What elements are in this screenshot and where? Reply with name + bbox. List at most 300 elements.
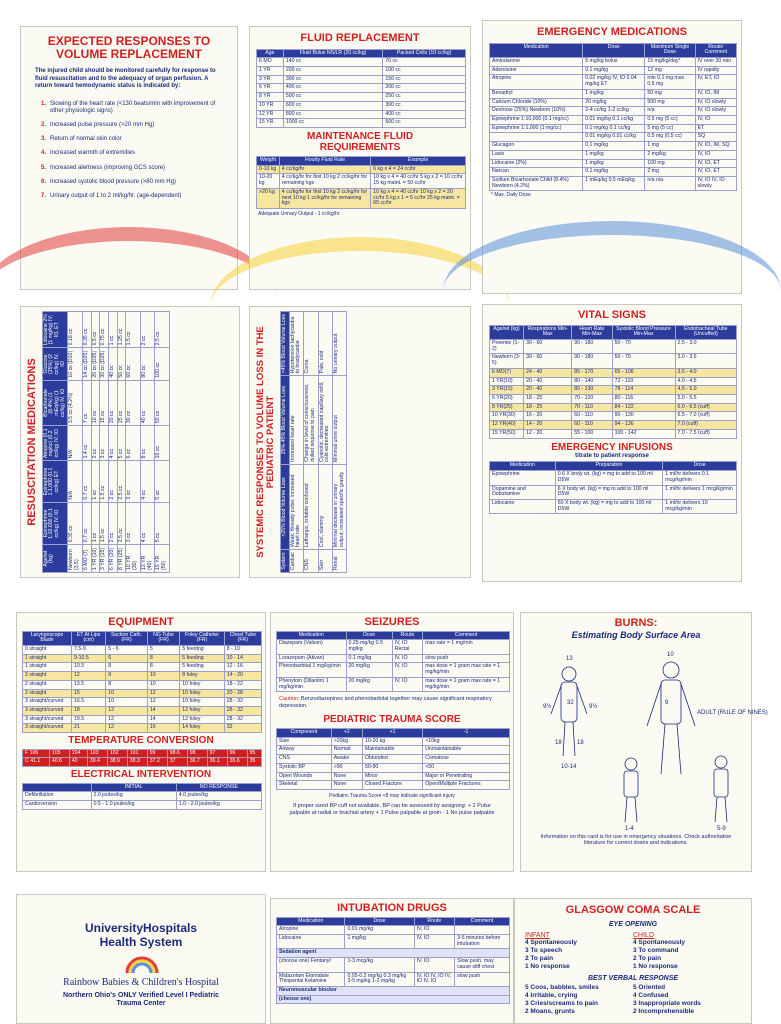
table-cell: Dextrose (25%) Newborn (10%): [490, 107, 583, 116]
gcs-columns: [515, 932, 751, 972]
table-cell: 3.0 - 3.5: [675, 354, 737, 368]
table-cell: 15 YR (50): [155, 545, 169, 573]
section-row: [277, 949, 510, 958]
table-cell: 300 cc: [283, 75, 382, 84]
table-cell: IV, IO Rectal: [392, 640, 422, 654]
column-header: Fluid Bolus NS/LR (20 cc/kg): [283, 49, 382, 58]
table-cell: 10 kg x 4 = 40 cc/hr 10 kg x 2 = 20 cc/hr 5 kg x 1 = 5 cc/hr 25 kg maint. = 65 cc/hr: [371, 188, 466, 208]
table-cell: 10 foley: [180, 680, 224, 689]
table-cell: 7.5-9: [72, 645, 106, 654]
column-header: 25%-45% Blood Volume Loss: [280, 376, 289, 464]
table-row: [277, 958, 510, 972]
table-cell: 2 straight: [23, 672, 72, 681]
systemic-title: SYSTEMIC RESPONSES TO VOLUME LOSS IN THE PEDIATRIC PATIENT: [255, 326, 276, 558]
gcs-item: 1 No response: [525, 962, 570, 970]
fluid-title: FLUID REPLACEMENT: [300, 32, 420, 44]
table-cell: Benadryl: [490, 89, 583, 98]
table-cell: Increased heart rate: [289, 376, 303, 464]
trauma-score-title: PEDIATRIC TRAUMA SCORE: [323, 714, 461, 726]
column-header: Medication: [277, 631, 347, 640]
table-cell: 10 - 14: [224, 654, 261, 663]
column-header: +2: [331, 728, 362, 737]
temperature-table: [22, 749, 262, 767]
electrical-table: [22, 783, 262, 810]
table-cell: 5 cc: [155, 461, 169, 502]
vital-signs-panel: [482, 304, 742, 582]
table-cell: 84 - 122: [612, 403, 675, 412]
intubation-panel: [270, 898, 514, 1024]
burn-label: 13: [566, 655, 573, 662]
intubation-title: INTUBATION DRUGS: [337, 902, 447, 914]
table-cell: 0.5 cc: [91, 312, 100, 348]
hospital-name-3: Rainbow Babies & Children's Hospital: [63, 977, 219, 988]
table-cell: 10: [106, 698, 148, 707]
table-cell: 85 - 170: [572, 368, 612, 377]
table-row: [23, 715, 262, 724]
table-cell: 28 - 32: [224, 707, 261, 716]
table-cell: 12 foley: [180, 715, 224, 724]
table-cell: Atropine: [277, 926, 345, 935]
table-cell: 10.5: [72, 663, 106, 672]
table-cell: 1.0 - 2.0 joules/kg: [176, 801, 261, 810]
table-row: [277, 972, 510, 986]
table-cell: IV over 30 min: [695, 57, 736, 66]
table-cell: 10 cc (D10): [68, 348, 82, 380]
column-header: Component: [277, 728, 332, 737]
table-cell: 6 kg x 4 = 24 cc/hr: [371, 165, 466, 174]
table-cell: 1.5 cc: [100, 502, 109, 545]
table-cell: None: [331, 772, 362, 781]
table-cell: 12 mg: [645, 66, 695, 75]
maintenance-table: [256, 156, 466, 209]
table-cell: >20kg: [331, 737, 362, 746]
table-row: [140, 312, 154, 573]
column-header: Systolic Blood Pressure Min-Max: [612, 325, 675, 339]
hospital-name-2: Health System: [99, 935, 183, 949]
gcs-item: 3 Inappropriate words: [633, 1000, 701, 1008]
age-label: 1-4: [625, 825, 634, 832]
temp-cell: 36.7: [187, 758, 207, 767]
table-cell: 30 - 60: [524, 354, 572, 368]
age-label: 5-9: [717, 825, 726, 832]
table-row: [490, 57, 737, 66]
table-cell: 55 - 100: [572, 429, 612, 438]
table-cell: 4 cc: [140, 502, 154, 545]
table-cell: 4.0 joules/kg: [176, 792, 261, 801]
table-cell: Phenobarbital 1 mg/kg/min: [277, 663, 347, 677]
table-row: [68, 312, 82, 573]
hospital-name-1: UniversityHospitals: [84, 921, 198, 935]
table-cell: No urinary output: [332, 312, 346, 376]
table-cell: 2.5 cc: [117, 461, 126, 502]
table-cell: 0.1 mg/kg: [346, 654, 392, 663]
table-cell: 6 YR: [257, 84, 284, 93]
table-cell: Cyanotic, decreased capillary refill, cold extremities: [318, 376, 332, 464]
column-header: Age/wt (kg): [490, 325, 524, 339]
table-cell: 500 cc: [383, 119, 466, 128]
column-header: Route: [414, 917, 455, 926]
table-cell: 10: [147, 672, 179, 681]
table-cell: 500 cc: [283, 93, 382, 102]
table-cell: CNS: [277, 755, 332, 764]
gcs-item: 2 Moans, grunts: [525, 1008, 575, 1016]
gcs-item: 3 Cries/screams to pain: [525, 1000, 598, 1008]
table-cell: 2 straight: [23, 680, 72, 689]
column-header: Medication: [490, 43, 583, 57]
table-cell: 1 YR(10): [490, 377, 524, 386]
table-cell: max rate = 1 mg/min: [423, 640, 510, 654]
table-cell: IV, IO: [392, 654, 422, 663]
table-cell: Newborn (3-5): [490, 354, 524, 368]
table-row: [277, 654, 510, 663]
table-row: [257, 101, 466, 110]
table-cell: 20 - 40: [524, 377, 572, 386]
burns-title: BURNS:: [614, 617, 658, 629]
table-cell: 300 cc: [383, 101, 466, 110]
column-header: Comment: [455, 917, 510, 926]
vital-signs-table: [489, 325, 737, 439]
table-cell: Phenytoin (Dilantin) 1 mg/kg/min: [277, 677, 347, 691]
table-cell: Maintainable: [362, 746, 422, 755]
table-row: [289, 312, 303, 573]
table-row: [257, 119, 466, 128]
table-cell: 6.5 - 7.0 (cuff): [675, 412, 737, 421]
column-header: Atropine (0.1 mg/cc) (0.2 cc/kg) IV, IO: [42, 426, 68, 461]
vital-signs-title: VITAL SIGNS: [577, 309, 647, 321]
table-cell: 0.35 cc: [82, 312, 91, 348]
bp-cuff-note: If proper sized BP cuff not available, BP can be assessed by assigning: + 2 Pulse palpable at radial or brachial artery + 1 Pulse palpable at groin - 1 No pulse palpable: [289, 803, 495, 816]
table-cell: 13.5: [72, 680, 106, 689]
table-row: [91, 312, 100, 573]
table-cell: 8 - 10: [224, 645, 261, 654]
gcs-item: 2 To pain: [633, 954, 662, 962]
table-row: [82, 312, 91, 573]
table-cell: 0.75 cc: [100, 312, 109, 348]
table-cell: 10 foley: [180, 689, 224, 698]
temp-cell: 103: [87, 749, 107, 758]
table-cell: 10 foley: [180, 698, 224, 707]
resuscitation-title: RESUSCITATION MEDICATIONS: [26, 358, 38, 526]
trauma-score-table: [276, 728, 510, 790]
table-cell: 20 cc: [109, 380, 118, 426]
table-cell: 0.5 mg (5 cc): [645, 116, 695, 125]
table-cell: 2.5 cc: [117, 502, 126, 545]
adult-label: ADULT (RULE OF NINES): [697, 709, 768, 716]
table-cell: 0.01 mg/kg 0.01 cc/kg: [583, 133, 645, 142]
list-text: Increased systolic blood pressure (>80 mm Hg): [50, 178, 176, 185]
column-header: Age: [257, 49, 284, 58]
table-cell: 15: [72, 689, 106, 698]
table-cell: 10-20 kg: [362, 737, 422, 746]
table-cell: 2 cc: [109, 502, 118, 545]
table-cell: 15 cc: [100, 380, 109, 426]
table-cell: 18 - 25: [524, 403, 572, 412]
table-cell: 1 ml/hr delivers 0.1 mcg/kg/min: [663, 471, 737, 485]
table-cell: Size: [277, 737, 332, 746]
table-row: [490, 368, 737, 377]
table-cell: 10 YR (30): [126, 545, 140, 573]
table-cell: 0 straight: [23, 645, 72, 654]
table-cell: 9-10.5: [72, 654, 106, 663]
fluid-replacement-panel: [249, 26, 471, 290]
table-cell: 50 - 70: [612, 354, 675, 368]
table-cell: IV, IO, IM: [695, 89, 736, 98]
table-cell: 3-5 minutes before intubation: [455, 934, 510, 948]
list-number: 2.: [41, 122, 47, 129]
table-cell: 0-10 kg: [257, 165, 280, 174]
table-cell: 50 cc: [117, 348, 126, 380]
temp-cell: 37.2: [147, 758, 167, 767]
table-cell: 1 YR (10): [91, 545, 100, 573]
table-row: [490, 500, 737, 514]
temp-cell: 39.4: [87, 758, 107, 767]
table-row: [23, 663, 262, 672]
table-cell: max dose = 1 gram max rate = 1 mg/kg/min: [423, 677, 510, 691]
table-cell: 65 - 106: [612, 368, 675, 377]
table-cell: Midazolam Etomidate Thiopental Ketamine: [277, 972, 345, 986]
table-cell: Skeletal: [277, 781, 332, 790]
table-cell: Weak, thready pulse; increased heart rate: [289, 464, 303, 549]
table-cell: 1-3 mcg/kg: [345, 958, 414, 972]
temp-cell: 35: [247, 758, 261, 767]
table-row: [490, 412, 737, 421]
table-row: [117, 312, 126, 573]
table-cell: Comatose: [423, 755, 510, 764]
gcs-item: 2 Incomprehensible: [633, 1008, 695, 1016]
table-cell: 2 straight: [23, 689, 72, 698]
table-cell: 8: [106, 663, 148, 672]
table-row: [277, 663, 510, 677]
table-cell: 50 cc: [155, 380, 169, 426]
temp-cell: 102: [107, 749, 127, 758]
table-cell: 200 cc: [283, 66, 382, 75]
table-cell: 90 - 180: [572, 339, 612, 353]
table-cell: [455, 926, 510, 935]
column-header: Preparation: [555, 462, 662, 471]
table-cell: 28 - 32: [224, 715, 261, 724]
table-cell: 0.6 X body wt. (kg) = mg to add to 100 ml D5W: [555, 471, 662, 485]
column-header: Dose: [345, 917, 414, 926]
max-daily-dose-footnote: * Max. Daily Dose: [491, 192, 531, 199]
electrical-title: ELECTRICAL INTERVENTION: [70, 769, 212, 781]
table-cell: 2.0 joules/kg: [91, 792, 176, 801]
table-row: [490, 339, 737, 353]
column-header: Endotracheal Tube (Uncuffed): [675, 325, 737, 339]
table-cell: 12: [106, 724, 148, 733]
table-cell: Lasix: [490, 150, 583, 159]
table-cell: 8 YR: [257, 93, 284, 102]
burn-label: 9½: [589, 703, 598, 710]
table-cell: 70 - 110: [572, 403, 612, 412]
maintenance-title: MAINTENANCE FLUID REQUIREMENTS: [306, 131, 414, 153]
list-item: [41, 101, 225, 115]
rainbow-logo-icon: [17, 951, 267, 975]
table-cell: IV, IO, IM, SQ: [695, 142, 736, 151]
table-cell: 5 mg (5 cc): [645, 124, 695, 133]
table-row: [257, 75, 466, 84]
table-cell: Major or Penetrating: [423, 772, 510, 781]
table-cell: 12: [106, 707, 148, 716]
table-cell: IV, IO: [695, 116, 736, 125]
column-header: NO RESPONSE: [176, 783, 261, 792]
table-cell: IV, IO: [414, 926, 455, 935]
gcs-item: 2 To pain: [525, 954, 554, 962]
column-header: Medication: [277, 917, 345, 926]
table-cell: 60 cc: [126, 348, 140, 380]
table-row: [490, 354, 737, 368]
table-cell: 3.5 cc (4.2%): [68, 380, 82, 426]
table-cell: 14: [147, 715, 179, 724]
table-cell: 3 YR: [257, 75, 284, 84]
systemic-responses-panel: [249, 306, 471, 578]
table-cell: 6 MO: [257, 58, 284, 67]
glasgow-panel: [514, 898, 752, 1024]
table-cell: 18 - 22: [224, 680, 261, 689]
list-item: [41, 165, 225, 172]
table-cell: 40 cc: [109, 348, 118, 380]
burn-label: 18: [555, 739, 562, 746]
caution-text: Benzodiazepines and phenobarbital together may cause significant respiratory depression.: [279, 696, 492, 709]
table-cell: 20 mg/kg: [346, 663, 392, 677]
fluid-table: [256, 49, 466, 128]
table-cell: 14 cc (D25): [82, 348, 91, 380]
temp-cell: 97: [207, 749, 227, 758]
table-cell: 19.5: [72, 715, 106, 724]
expected-list: [41, 101, 225, 201]
table-cell: Lethargic, irritable confused: [304, 464, 318, 549]
column-header: Example: [371, 157, 466, 166]
table-cell: IV, IO, ET: [695, 168, 736, 177]
table-row: [490, 429, 737, 438]
table-row: [490, 75, 737, 89]
column-header: INITIAL: [91, 783, 176, 792]
table-cell: Airway: [277, 746, 332, 755]
table-row: [490, 395, 737, 404]
column-header: NG Tube (FR): [147, 631, 179, 645]
table-row: [155, 312, 169, 573]
table-cell: n/a n/a: [645, 177, 695, 191]
table-cell: 24 - 40: [524, 368, 572, 377]
table-cell: 1 cc: [91, 502, 100, 545]
table-cell: 1 ml/hr delivers 1 mcg/kg/min: [663, 485, 737, 499]
temp-cell: 40: [69, 758, 87, 767]
temp-cell: 38.9: [107, 758, 127, 767]
table-cell: 2-4 cc/kg 1-2 cc/kg: [583, 107, 645, 116]
table-cell: 0.25 mg/kg 0.5 mg/kg: [346, 640, 392, 654]
table-cell: 800 cc: [283, 110, 382, 119]
age-label: 10-14: [561, 763, 577, 770]
table-cell: Renal: [332, 550, 346, 573]
table-cell: 500 mg: [645, 98, 695, 107]
table-row: [277, 746, 510, 755]
table-cell: 100 cc: [383, 66, 466, 75]
table-cell: Sodium Bicarbonate Child (8.4%) Newborn (4.2%): [490, 177, 583, 191]
table-row: [23, 645, 262, 654]
table-cell: 6.0 - 6.5 (cuff): [675, 403, 737, 412]
table-cell: 8: [106, 672, 148, 681]
hospital-tagline: Northern Ohio's ONLY Verified Level I Pediatric Trauma Center: [62, 992, 220, 1008]
table-cell: Epinephrine 1:1,000 (1 mg/cc): [490, 124, 583, 133]
infant-label: INFANT: [525, 931, 550, 939]
emergency-medications-title: EMERGENCY MEDICATIONS: [537, 26, 687, 38]
gcs-item: 4 Confused: [633, 992, 669, 1000]
list-number: 3.: [41, 136, 47, 143]
equipment-panel: [16, 612, 266, 872]
temp-cell: 96: [227, 749, 247, 758]
table-cell: 80 - 116: [612, 395, 675, 404]
temp-cell: 98: [187, 749, 207, 758]
resuscitation-table: [42, 311, 170, 573]
table-cell: 21: [72, 724, 106, 733]
table-cell: Change in level of consciousness, dulled response to pain: [304, 376, 318, 464]
table-cell: Lidocaine: [277, 934, 345, 948]
list-item: [41, 136, 225, 143]
table-cell: 4 cc/kg/hr for first 10 kg 2 cc/kg/hr for remaining kgs: [279, 174, 370, 188]
list-text: Increased alertness (improving GCS score): [50, 164, 166, 171]
table-cell: 5 cc: [155, 502, 169, 545]
table-cell: 250 cc: [383, 93, 466, 102]
table-cell: Calcium Chloride (10%): [490, 98, 583, 107]
table-cell: 8: [147, 654, 179, 663]
table-row: [490, 168, 737, 177]
burn-label: 18: [577, 739, 584, 746]
table-cell: 3 cc: [126, 461, 140, 502]
column-header: Suction Cath. (FR): [106, 631, 148, 645]
table-cell: 3 YR(15): [490, 386, 524, 395]
table-row: [23, 654, 262, 663]
table-cell: 1 straight: [23, 654, 72, 663]
table-cell: Unmaintainable: [423, 746, 510, 755]
table-cell: IV, IO slowly: [695, 107, 736, 116]
gcs-item: 1 No response: [633, 962, 678, 970]
temp-cell: 40.6: [49, 758, 69, 767]
table-row: [257, 174, 466, 188]
child-figure-5-9: [624, 756, 728, 822]
gcs-item: 3 To speech: [525, 946, 563, 954]
expected-responses-title: EXPECTED RESPONSES TO VOLUME REPLACEMENT: [47, 34, 211, 61]
table-cell: 3 YR (15): [100, 545, 109, 573]
gcs-item: 5 Oriented: [633, 984, 666, 992]
table-cell: 1.4 cc: [82, 426, 91, 461]
list-item: [41, 179, 225, 186]
table-cell: 12 - 16: [224, 663, 261, 672]
table-cell: Epinephrine 1:10,000 (0.1 mg/cc): [490, 116, 583, 125]
table-cell: Coma: [304, 312, 318, 376]
table-cell: 0.5 mg (0.5 cc): [645, 133, 695, 142]
table-row: [23, 689, 262, 698]
table-cell: Lidocaine: [490, 500, 556, 514]
table-cell: 3 straight/curved: [23, 707, 72, 716]
table-cell: 400 cc: [383, 110, 466, 119]
gcs-item: 4 Spontaneously: [633, 938, 686, 946]
table-cell: 1 mg/kg: [583, 159, 645, 168]
table-cell: 5 mg/kg bolus: [583, 57, 645, 66]
table-cell: 8 YR (25): [117, 545, 126, 573]
column-header: +1: [362, 728, 422, 737]
table-row: [277, 737, 510, 746]
table-cell: None: [331, 781, 362, 790]
table-cell: 6 MO (7): [82, 545, 91, 573]
table-cell: 1 mg/kg: [345, 934, 414, 948]
emergency-medications-panel: [482, 20, 742, 294]
burns-subtitle: Estimating Body Surface Area: [571, 629, 701, 640]
column-header: Heart Rate Min-Max: [572, 325, 612, 339]
list-text: Increased pulse pressure (>20 mm Hg): [50, 122, 155, 129]
table-cell: 10-20 kg: [257, 174, 280, 188]
table-cell: [490, 133, 583, 142]
table-cell: 1 mEq/kg 0.5 mEq/kg: [583, 177, 645, 191]
list-text: Increased warmth of extremities: [50, 150, 136, 157]
